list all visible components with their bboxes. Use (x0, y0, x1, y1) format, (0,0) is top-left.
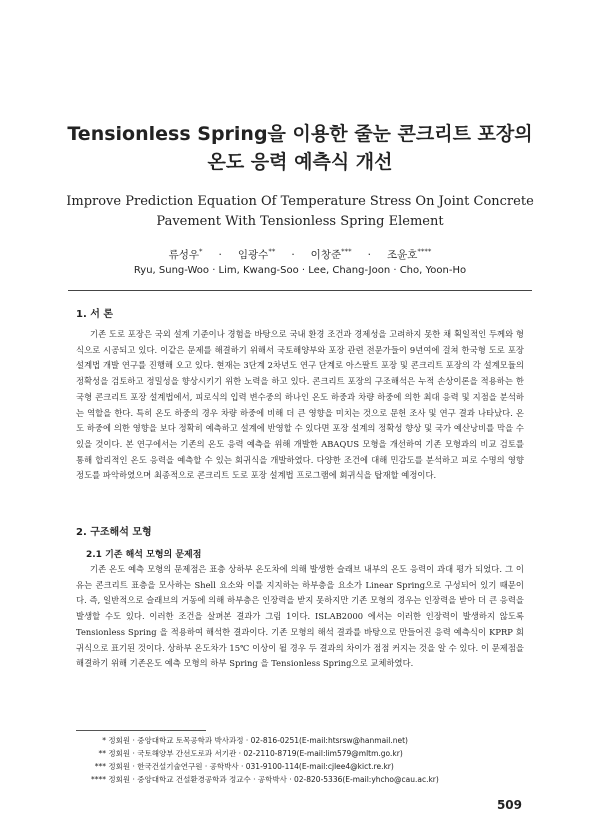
title-ko-line1: Tensionless Spring을 이용한 줄눈 콘크리트 포장의 (67, 123, 533, 145)
author-2: 임광수** (237, 247, 276, 261)
title-ko-line2: 온도 응력 예측식 개선 (207, 151, 393, 173)
footnote-4: **** 정회원 · 중앙대학교 건설환경공학과 정교수 · 공학박사 · 02-820-5336(E-mail:yhcho@cau.ac.kr) (91, 775, 439, 784)
title-en-line2: Pavement With Tensionless Spring Element (156, 214, 444, 229)
title-en-line1: Improve Prediction Equation Of Temperature Stress On Joint Concrete (66, 194, 534, 209)
section-1-body: 기존 도로 포장은 국외 설계 기준이나 경험을 바탕으로 국내 환경 조건과 경제성을 고려하지 못한 채 획일적인 두께와 형식으로 시공되고 있다. 이같은 문제를 해결하기 위해서 국토해양부와 포장 관련 전문가들이 9년여에 걸쳐 한국형 도로 포장 설계법 개발 연구를 진행해 오고 있다. 현재는 3단계 2차년도 연구 단계로 아스팔트 포장 및 콘크리트 포장의 각 설계모듈의 정확성을 검토하고 정밀성을 향상시키기 위한 노력을 하고 있다. 콘크리트 포장의 구조해석은 누적 손상이론을 적용하는 한국형 콘크리트 포장 설계법에서, 피로식의 입력 변수중의 하나인 온도 하중과 차량 하중에 의한 최대 응력 및 지점을 분석하는 역할을 한다. 특히 온도 하중의 경우 차량 하중에 비해 더 큰 영향을 미치는 것으로 문헌 조사 및 연구 결과 나타났다. 온도 하중에 의한 영향을 보다 정확히 예측하고 설계에 반영할 수 있다면 포장 설계의 정확성 향상 및 국가 예산낭비를 막을 수 있을 것이다. 본 연구에서는 기존의 온도 응력 예측을 위해 개발한 ABAQUS 모형을 개선하여 기존 모형과의 비교 검토를 통해 합리적인 온도 응력을 예측할 수 있는 회귀식을 개발하였다. 다양한 조건에 대해 민감도를 분석하고 피로 수명의 영향 정도를 파악하였으며 최종적으로 콘크리트 도로 포장 설계법 프로그램에 회귀식을 탑재할 예정이다. (76, 329, 524, 481)
section-2-1-heading: 2.1 기존 해석 모형의 문제점 (86, 550, 202, 560)
footnote-rule (76, 730, 206, 731)
footnote-1: * 정회원 · 중앙대학교 토목공학과 박사과정 · 02-816-0251(E-mail:htsrsw@hanmail.net) (102, 736, 408, 745)
section-1-heading: 1. 서 론 (76, 309, 114, 320)
footnotes (84, 734, 439, 786)
author-list-en: Ryu, Sung-Woo · Lim, Kwang-Soo · Lee, Chang-Joon · Cho, Yoon-Ho (133, 265, 467, 276)
page-number: 509 (496, 798, 522, 812)
footnote-3: *** 정회원 · 한국건설기술연구원 · 공학박사 · 031-9100-114(E-mail:cjlee4@kict.re.kr) (94, 762, 394, 771)
section-2-body: 기존 온도 예측 모형의 문제점은 표층 상하부 온도차에 의해 발생한 슬래브 내부의 온도 응력이 과대 평가 되었다. 그 이유는 콘크리트 표층을 모사하는 Shell 요소와 이를 지지하는 하부층을 요소가 Linear Spring으로 구성되어 있기 때문이다. 즉, 일반적으로 슬래브의 거동에 의해 하부층은 인장력을 받지 못하지만 기존 모형의 경우는 인장력을 받아 더 큰 응력을 발생할 수도 있다. 이러한 조건을 살펴본 결과가 그림 1이다. ISLAB2000 에서는 이러한 인장력이 발생하지 않도록 Tensionless Spring 을 적용하여 해석한 결과이다. 기존 모형의 해석 결과를 바탕으로 만들어진 응력 예측식이 KPRP 회귀식으로 표기된 것이다. 상하부 온도차가 15℃ 이상이 될 경우 두 결과의 차이가 점점 커지는 것을 알 수 있다. 이 문제점을 해결하기 위해 기존온도 예측 모형의 하부 Spring 을 Tensionless Spring으로 교체하였다. (76, 564, 524, 669)
author-list-ko: 류성우* · 임광수** · 이창준*** · 조윤호**** (168, 247, 432, 261)
author-1: 류성우* (168, 247, 203, 261)
author-3: 이창준*** (310, 247, 352, 261)
section-2-heading: 2. 구조해석 모형 (76, 527, 152, 538)
divider (68, 290, 532, 291)
footnote-2: ** 정회원 · 국토해양부 간선도로과 서기관 · 02-2110-8719(E-mail:lim579@mltm.go.kr) (98, 749, 403, 758)
author-4: 조윤호**** (386, 247, 432, 261)
